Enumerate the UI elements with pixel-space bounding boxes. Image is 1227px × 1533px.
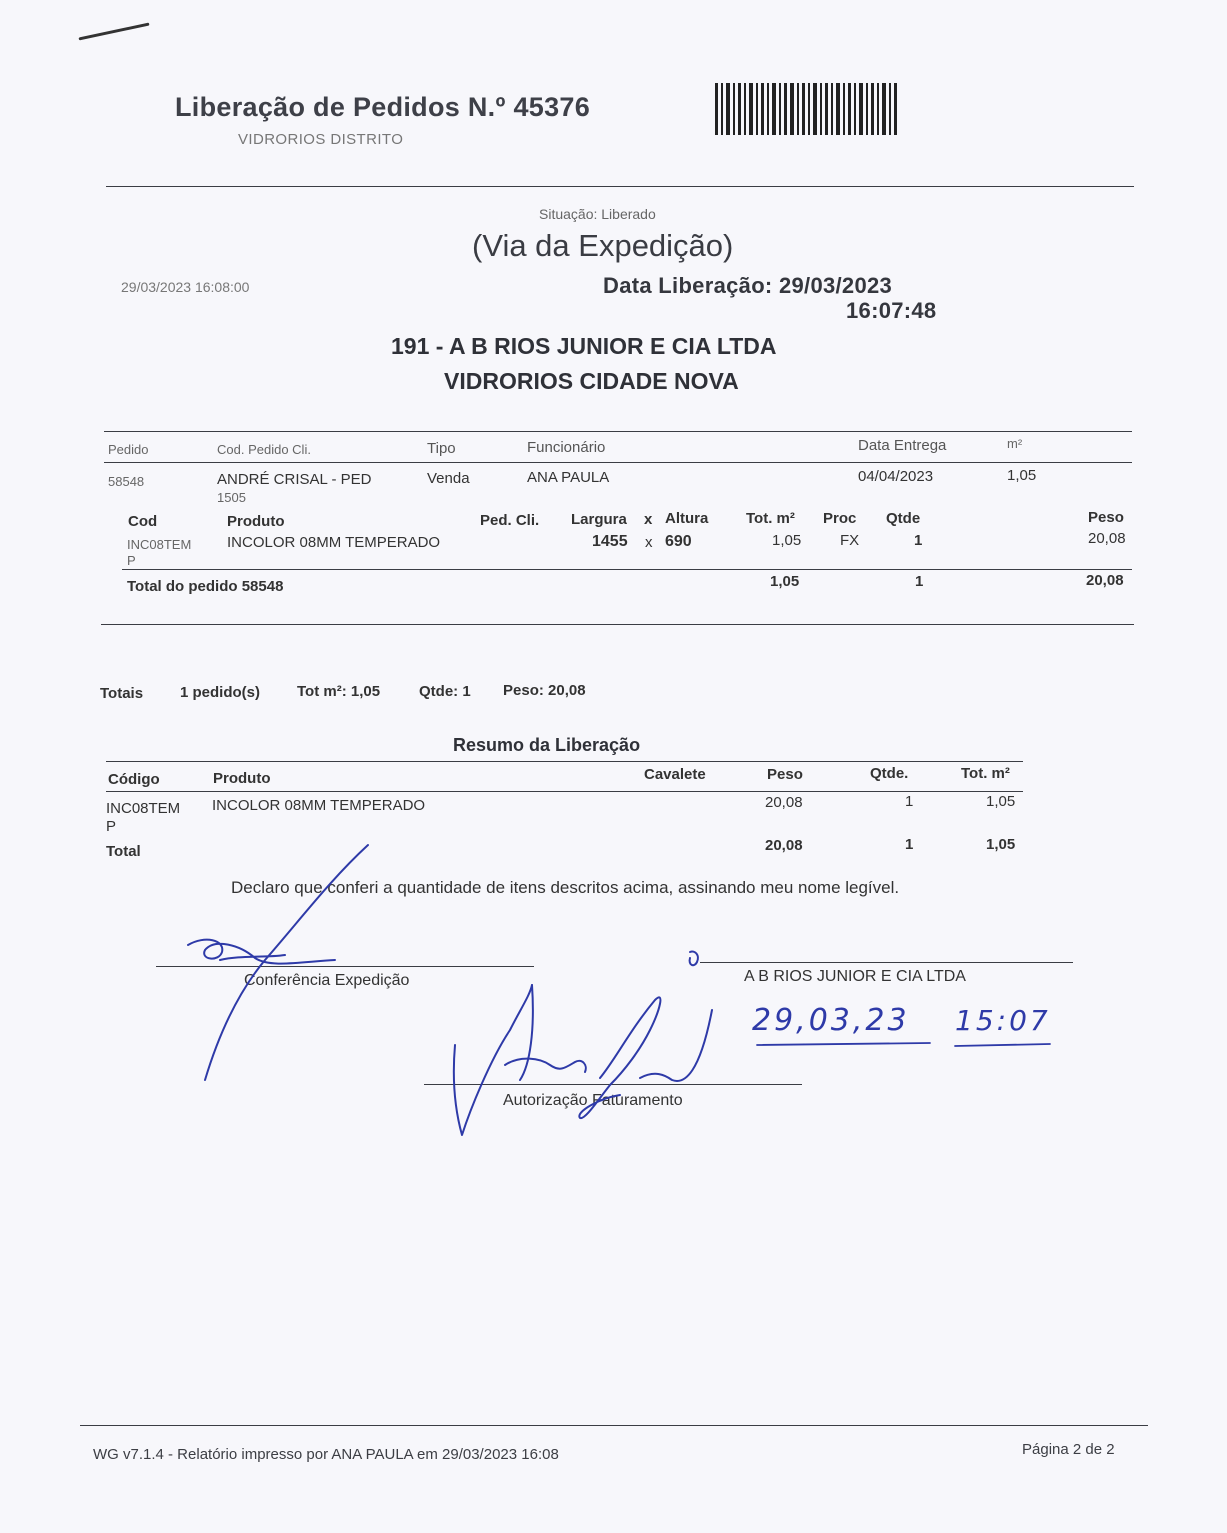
divider: [104, 431, 1132, 432]
barcode: [713, 83, 899, 135]
divider: [101, 624, 1134, 625]
summary-tot-m2: 1,05: [986, 793, 1016, 810]
col-header-m2: m²: [1007, 436, 1023, 451]
item-qtde: 1: [914, 532, 923, 549]
summary-col-peso: Peso: [767, 766, 803, 783]
copy-type: (Via da Expedição): [472, 228, 734, 263]
order-type: Venda: [427, 470, 470, 487]
totals-label: Totais: [100, 685, 144, 702]
item-col-altura: Altura: [665, 510, 709, 527]
order-m2: 1,05: [1007, 467, 1037, 484]
item-proc: FX: [840, 532, 860, 549]
release-date: Data Liberação: 29/03/2023: [603, 273, 893, 298]
item-col-tot-m2: Tot. m²: [746, 510, 795, 527]
order-total-qtde: 1: [915, 573, 924, 590]
client-order-code: ANDRÉ CRISAL - PED: [217, 471, 372, 488]
item-height: 690: [665, 533, 692, 550]
handwritten-date: 29,03,23: [752, 1003, 910, 1038]
status-text: Situação: Liberado: [539, 206, 656, 222]
summary-col-qtde: Qtde.: [870, 765, 909, 782]
release-time: 16:07:48: [846, 298, 937, 323]
signature-label-conferencia: Conferência Expedição: [244, 972, 410, 989]
totals-m2: Tot m²: 1,05: [297, 683, 381, 700]
col-header-tipo: Tipo: [427, 440, 456, 457]
summary-col-tot-m2: Tot. m²: [961, 765, 1010, 782]
handwritten-time: 15:07: [955, 1004, 1051, 1037]
divider: [106, 761, 1023, 762]
totals-peso: Peso: 20,08: [503, 682, 586, 699]
pen-mark: [78, 23, 149, 41]
print-datetime: 29/03/2023 16:08:00: [121, 279, 250, 295]
item-product: INCOLOR 08MM TEMPERADO: [227, 534, 441, 551]
divider: [106, 791, 1023, 792]
declaration-text: Declaro que conferi a quantidade de itens descritos acima, assinando meu nome legível.: [231, 878, 900, 897]
summary-total-peso: 20,08: [765, 837, 803, 854]
item-col-largura: Largura: [571, 511, 627, 528]
client-name: 191 - A B RIOS JUNIOR E CIA LTDA: [391, 333, 777, 359]
order-total-label: Total do pedido 58548: [127, 578, 284, 595]
employee-name: ANA PAULA: [527, 469, 610, 486]
item-col-produto: Produto: [227, 513, 285, 530]
divider: [122, 569, 1132, 570]
summary-total-tot-m2: 1,05: [986, 836, 1016, 853]
item-col-x: x: [644, 511, 653, 528]
col-header-funcionario: Funcionário: [527, 439, 606, 456]
order-total-m2: 1,05: [770, 573, 800, 590]
divider: [80, 1425, 1148, 1426]
summary-product: INCOLOR 08MM TEMPERADO: [212, 797, 426, 814]
client-order-code-cont: 1505: [217, 490, 246, 505]
item-code: INC08TEM: [127, 537, 192, 552]
document-title: Liberação de Pedidos N.º 45376: [175, 92, 591, 122]
company-name: VIDRORIOS DISTRITO: [238, 131, 404, 148]
summary-qtde: 1: [905, 793, 914, 810]
item-peso: 20,08: [1088, 530, 1126, 547]
divider: [104, 462, 1132, 463]
item-code-cont: P: [127, 553, 136, 568]
item-col-ped-cli: Ped. Cli.: [480, 512, 540, 529]
signature-line-empresa: [700, 962, 1073, 963]
col-header-pedido: Pedido: [108, 442, 149, 457]
signature-label-autorizacao: Autorização Faturamento: [503, 1092, 683, 1109]
item-col-peso: Peso: [1088, 509, 1124, 526]
summary-code-cont: P: [106, 818, 117, 835]
summary-title: Resumo da Liberação: [453, 735, 641, 755]
order-total-peso: 20,08: [1086, 572, 1124, 589]
summary-col-cavalete: Cavalete: [644, 766, 706, 783]
summary-col-produto: Produto: [213, 770, 271, 787]
summary-total-qtde: 1: [905, 836, 914, 853]
footer-page-number: Página 2 de 2: [1022, 1441, 1115, 1458]
col-header-data-entrega: Data Entrega: [858, 437, 947, 454]
summary-total-label: Total: [106, 843, 141, 860]
item-col-proc: Proc: [823, 510, 857, 527]
col-header-cod-pedido-cli: Cod. Pedido Cli.: [217, 442, 311, 457]
summary-code: INC08TEM: [106, 800, 181, 817]
summary-peso: 20,08: [765, 794, 803, 811]
signature-line-autorizacao: [424, 1084, 802, 1085]
order-number: 58548: [108, 474, 145, 489]
item-col-cod: Cod: [128, 513, 158, 530]
footer-report-info: WG v7.1.4 - Relatório impresso por ANA PAULA em 29/03/2023 16:08: [93, 1446, 559, 1463]
item-width: 1455: [592, 533, 628, 550]
signature-label-empresa: A B RIOS JUNIOR E CIA LTDA: [744, 968, 966, 985]
summary-col-codigo: Código: [108, 771, 160, 788]
signature-line-conferencia: [156, 966, 534, 967]
store-name: VIDRORIOS CIDADE NOVA: [444, 368, 739, 394]
item-col-qtde: Qtde: [886, 510, 921, 527]
divider: [106, 186, 1134, 187]
item-tot-m2: 1,05: [772, 532, 802, 549]
totals-pedidos: 1 pedido(s): [180, 684, 261, 701]
delivery-date: 04/04/2023: [858, 468, 934, 485]
totals-qtde: Qtde: 1: [419, 683, 471, 700]
item-x: x: [645, 534, 653, 551]
